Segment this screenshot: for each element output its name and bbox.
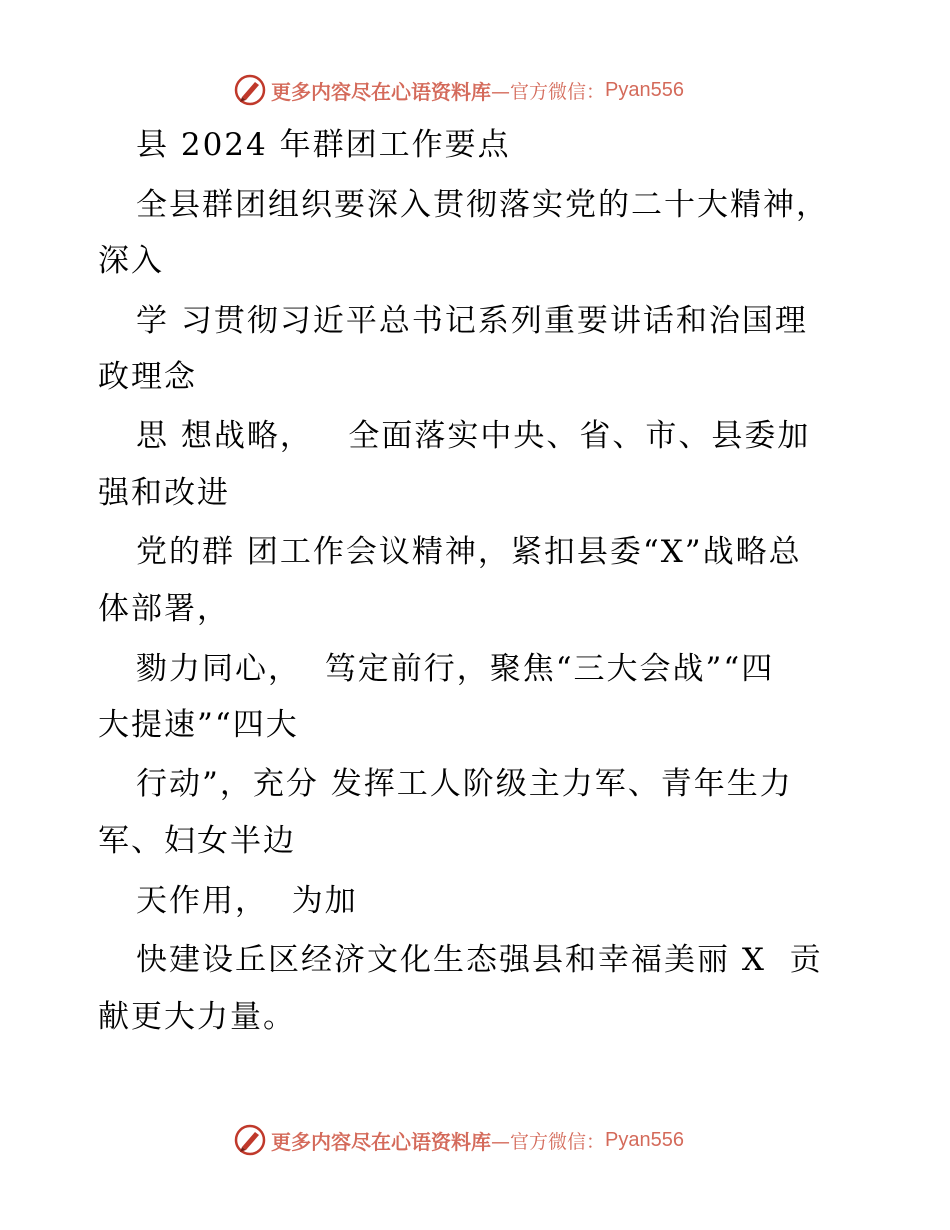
- watermark-id: Pyan556: [605, 78, 684, 101]
- paragraph-line: 思 想战略， 全面落实中央、省、市、县委加: [136, 418, 811, 454]
- paragraph-line: 学 习贯彻习近平总书记系列重要讲话和治国理: [136, 303, 808, 339]
- paragraph-line: 强和改进: [98, 475, 230, 511]
- watermark-footer: [233, 1120, 684, 1160]
- watermark-dash-text: —官方微信：: [491, 1130, 606, 1153]
- watermark-text: 更多内容尽在心语资料库: [271, 79, 491, 104]
- doc-title: 县 2024 年群团工作要点: [136, 127, 511, 163]
- paragraph-line: 党的群 团工作会议精神，紧扣县委“X”战略总: [136, 534, 802, 570]
- paragraph-line: 快建设丘区经济文化生态强县和幸福美丽 X 贡: [136, 942, 823, 978]
- paragraph-line: 军、妇女半边: [98, 823, 296, 859]
- watermark-id: Pyan556: [605, 1128, 684, 1151]
- watermark-dash-text: —官方微信：: [491, 80, 606, 103]
- paragraph-line: 行动”，充分 发挥工人阶级主力军、青年生力: [136, 766, 793, 802]
- watermark-text: 更多内容尽在心语资料库: [271, 1129, 491, 1154]
- pen-logo-icon: [233, 1123, 267, 1157]
- paragraph-line: 全县群团组织要深入贯彻落实党的二十大精神，: [136, 187, 829, 223]
- paragraph-line: 政理念: [98, 359, 197, 395]
- pen-logo-icon: [233, 73, 267, 107]
- paragraph-line: 勠力同心， 笃定前行，聚焦“三大会战”“四: [136, 651, 775, 687]
- paragraph-line: 深入: [98, 243, 164, 279]
- paragraph-line: 献更大力量。: [98, 999, 296, 1035]
- watermark-header: [233, 70, 684, 110]
- paragraph-line: 大提速”“四大: [98, 707, 299, 743]
- paragraph-line: 天作用， 为加: [136, 883, 358, 919]
- paragraph-line: 体部署，: [98, 591, 230, 627]
